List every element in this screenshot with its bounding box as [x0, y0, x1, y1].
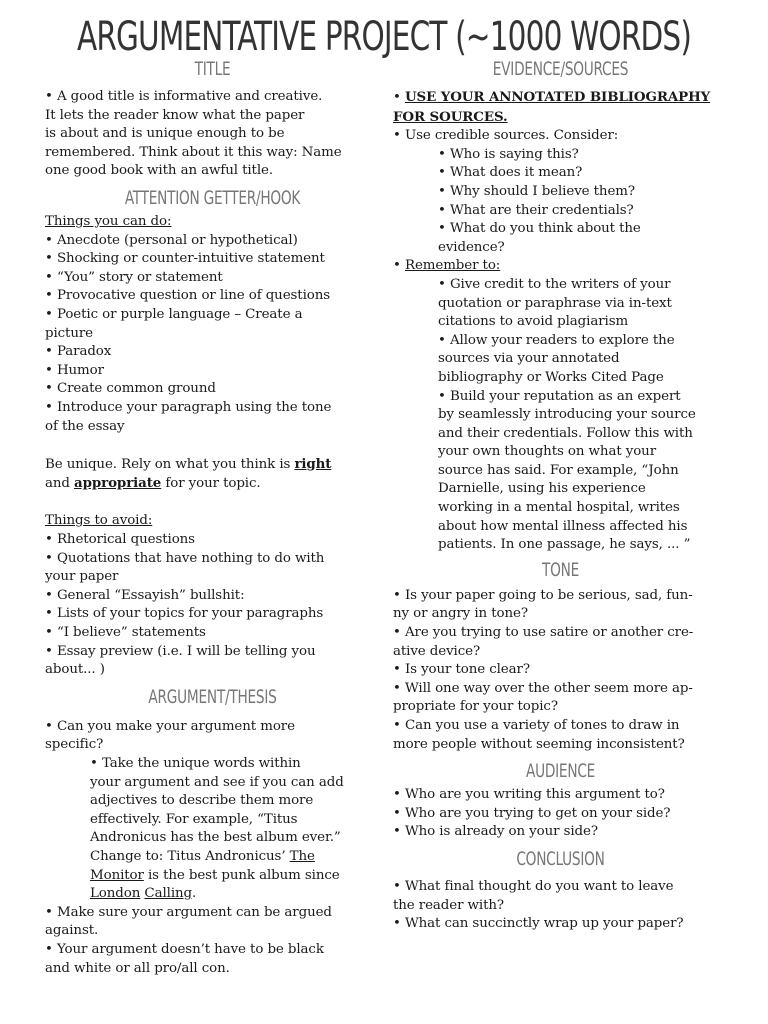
list-item: more people without seeming inconsistent? — [393, 736, 685, 752]
bold-line-1 — [393, 88, 728, 108]
text-span: and — [45, 476, 75, 492]
sub-line: • Who is saying this? — [438, 146, 579, 162]
album-title-calling: Calling — [144, 886, 192, 902]
list-item: • Your argument doesn’t have to be black — [45, 941, 324, 957]
sub-line: • What are their credentials? — [438, 202, 634, 218]
sub-line: your argument and see if you can add — [90, 774, 344, 790]
sub-line: • Why should I believe them? — [438, 183, 635, 199]
remember-list — [393, 276, 728, 555]
text-span: for your topic. — [161, 476, 261, 492]
annotated-bibliography-note: USE YOUR ANNOTATED BIBLIOGRAPHY — [404, 89, 711, 105]
list-item: • Who are you trying to get on your side? — [393, 805, 671, 821]
list-item: • Will one way over the other seem more ap- — [393, 680, 693, 696]
list-item: your paper — [45, 569, 119, 585]
list-item: about... ) — [45, 662, 105, 678]
list-item: • What can succinctly wrap up your paper? — [393, 916, 684, 932]
list-item: • Who is already on your side? — [393, 824, 598, 840]
sub-line: quotation or paraphrase via in-text — [438, 295, 672, 311]
emphasis-right: right — [294, 455, 332, 472]
sub-line: • Give credit to the writers of your — [438, 276, 671, 292]
sub-line: and their credentials. Follow this with — [438, 425, 693, 441]
title-heading: TITLE — [194, 58, 231, 80]
sub-line: your own thoughts on what your — [438, 444, 657, 460]
text-span: is the best punk album since — [143, 867, 340, 883]
sub-list — [45, 755, 380, 904]
list-item: • Are you trying to use satire or another cre- — [393, 625, 694, 641]
list-item: and white or all pro/all con. — [45, 960, 230, 976]
text-line: remembered. Think about it this way: Name — [45, 144, 342, 160]
list-item: • General “Essayish” bullshit: — [45, 587, 245, 603]
evidence-heading: EVIDENCE/SOURCES — [492, 58, 629, 80]
bullet: • — [393, 258, 405, 274]
text-span: Change to: Titus Andronicus’ — [90, 848, 290, 864]
sub-line: evidence? — [438, 239, 505, 255]
tone-heading: TONE — [541, 558, 580, 581]
text-line: is about and is unique enough to be — [45, 126, 285, 142]
things-to-avoid-label: Things to avoid: — [45, 513, 153, 529]
change-line — [90, 848, 380, 867]
list-item: • Is your tone clear? — [393, 662, 530, 678]
album-title-the: The — [289, 848, 315, 864]
consider-list — [393, 146, 728, 258]
text-span: . — [192, 886, 197, 902]
list-item: • Make sure your argument can be argued — [45, 904, 332, 920]
evidence-section-text — [393, 88, 728, 555]
bullet: • — [393, 90, 405, 105]
list-item: ative device? — [393, 643, 481, 659]
right-column — [393, 58, 728, 934]
list-item: • Shocking or counter-intuitive statement — [45, 251, 325, 267]
text-span: Be unique. Rely on what you think is — [45, 456, 295, 472]
sub-line: sources via your annotated — [438, 351, 620, 367]
album-title-monitor: Monitor — [90, 867, 144, 883]
remember-label: Remember to: — [404, 258, 501, 274]
left-column — [45, 58, 380, 978]
sub-line: • Allow your readers to explore the — [438, 332, 675, 348]
list-item: • Can you make your argument more — [45, 718, 295, 734]
list-item: • Paradox — [45, 344, 112, 360]
list-item: • Quotations that have nothing to do with — [45, 550, 325, 566]
sub-line: • Take the unique words within — [90, 756, 301, 771]
list-item: of the essay — [45, 418, 125, 434]
be-unique-line-1 — [45, 455, 380, 475]
list-item: the reader with? — [393, 897, 504, 913]
list-item: • Is your paper going to be serious, sad, fun- — [393, 587, 693, 603]
text-line: It lets the reader know what the paper — [45, 107, 305, 123]
list-item: • Provocative question or line of questions — [45, 288, 331, 304]
sub-line: working in a mental hospital, writes — [438, 500, 680, 516]
list-item: • Introduce your paragraph using the tone — [45, 399, 332, 415]
list-item: • Who are you writing this argument to? — [393, 787, 665, 803]
title-section-text — [45, 88, 380, 181]
list-item: • What final thought do you want to leave — [393, 878, 674, 894]
text-line: one good book with an awful title. — [45, 163, 274, 179]
list-item: • Lists of your topics for your paragraphs — [45, 606, 324, 622]
monitor-line — [90, 867, 380, 886]
list-item: • Poetic or purple language – Create a — [45, 306, 303, 322]
list-item: • “I believe” statements — [45, 625, 206, 641]
hook-heading: ATTENTION GETTER/HOOK — [124, 186, 301, 209]
sub-line: • What do you think about the — [438, 221, 641, 237]
sub-line: source has said. For example, “John — [438, 462, 679, 478]
hook-section-text — [45, 213, 380, 680]
list-item: propriate for your topic? — [393, 699, 558, 715]
sub-line: • What does it mean? — [438, 165, 583, 181]
remember-line — [393, 257, 728, 276]
album-title-london: London — [90, 886, 141, 902]
thesis-heading: ARGUMENT/THESIS — [148, 685, 277, 708]
page-title: ARGUMENTATIVE PROJECT (~1000 WORDS) — [76, 14, 692, 60]
list-item: picture — [45, 325, 93, 341]
conclusion-section-text — [393, 878, 728, 934]
list-item: • Create common ground — [45, 381, 216, 397]
list-item: specific? — [45, 737, 104, 753]
list-item: • Can you use a variety of tones to draw in — [393, 718, 680, 733]
emphasis-appropriate: appropriate — [74, 475, 162, 492]
sub-line: adjectives to describe them more — [90, 793, 314, 809]
thesis-section-text — [45, 718, 380, 978]
sub-line: by seamlessly introducing your source — [438, 407, 696, 423]
sub-line: patients. In one passage, he says, ... ” — [438, 537, 691, 553]
sub-line: about how mental illness affected his — [438, 518, 688, 534]
sub-line: Andronicus has the best album ever.” — [90, 830, 341, 846]
list-item: ny or angry in tone? — [393, 606, 528, 622]
list-item: • Rhetorical questions — [45, 532, 195, 548]
conclusion-heading: CONCLUSION — [516, 847, 605, 870]
things-to-do-label: Things you can do: — [45, 213, 172, 229]
audience-section-text — [393, 786, 728, 842]
list-item: • Essay preview (i.e. I will be telling you — [45, 643, 316, 659]
audience-heading: AUDIENCE — [525, 760, 596, 783]
list-item: • Humor — [45, 362, 104, 378]
london-line — [90, 885, 380, 904]
sub-line: effectively. For example, “Titus — [90, 811, 298, 827]
tone-section-text — [393, 587, 728, 754]
be-unique-line-2 — [45, 474, 380, 494]
sub-line: • Build your reputation as an expert — [438, 388, 681, 404]
list-item: • Use credible sources. Consider: — [393, 128, 619, 144]
list-item: • “You” story or statement — [45, 269, 223, 285]
list-item: against. — [45, 923, 99, 939]
annotated-bibliography-note-2: FOR SOURCES. — [393, 108, 508, 125]
text-line: • A good title is informative and creative. — [45, 89, 323, 104]
sub-line: bibliography or Works Cited Page — [438, 369, 664, 385]
list-item: • Anecdote (personal or hypothetical) — [45, 232, 298, 248]
sub-line: Darnielle, using his experience — [438, 481, 646, 497]
sub-line: citations to avoid plagiarism — [438, 314, 629, 330]
